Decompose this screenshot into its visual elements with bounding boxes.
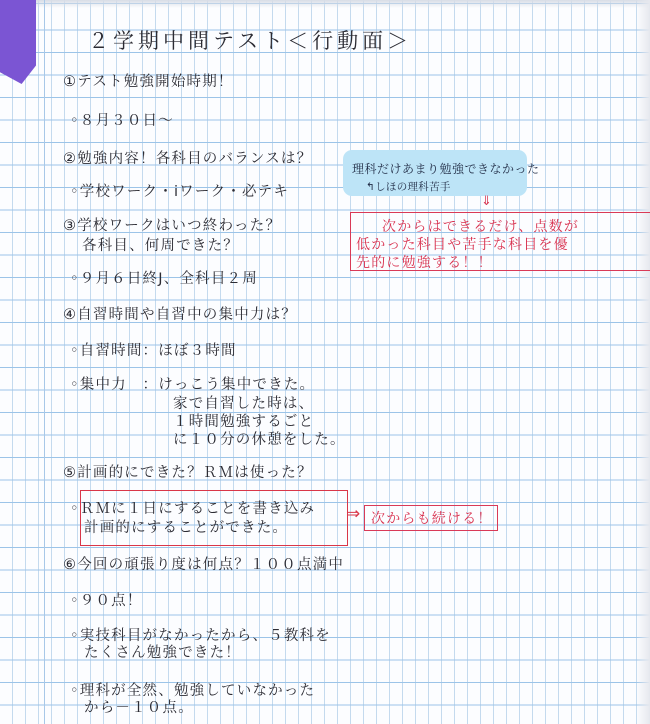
page-right-shadow bbox=[636, 0, 650, 724]
answer-6-reason2-line1: ◦理科が全然、勉強していなかった bbox=[70, 683, 316, 699]
answer-6-score: ◦９０点！ bbox=[70, 593, 143, 609]
answer-6-reason1-line2: たくさん勉強できた！ bbox=[84, 645, 241, 661]
down-arrow-icon: ⇓ bbox=[481, 194, 492, 209]
continue-note-box bbox=[364, 505, 498, 531]
question-5: ⑤計画的にできた？ＲＭは使った？ bbox=[63, 465, 313, 481]
question-3-line1: ③学校ワークはいつ終わった？ bbox=[63, 218, 282, 234]
answer-4-focus-line1: ◦集中力 ：けっこう集中できた。 bbox=[70, 377, 316, 393]
margin-line bbox=[44, 0, 45, 724]
answer-4-focus-line2: 家で自習した時は、 bbox=[173, 396, 315, 412]
question-2: ②勉強内容！各科目のバランスは？ bbox=[63, 151, 313, 167]
bookmark-ribbon bbox=[0, 0, 36, 84]
answer-3: ◦９月６日終J、全科目２周 bbox=[70, 271, 258, 287]
answer-6-reason2-line2: から－１０点。 bbox=[84, 700, 194, 716]
answer-6-reason1-line1: ◦実技科目がなかったから、５教科を bbox=[70, 628, 331, 644]
answer-2: ◦学校ワーク・iワーク・必テキ bbox=[70, 184, 290, 200]
answer-4-focus-line3: １時間勉強するごと bbox=[173, 414, 315, 430]
science-callout-text: 理科だけあまり勉強できなかった bbox=[352, 162, 540, 176]
next-time-line3: 先的に勉強する！！ bbox=[356, 255, 493, 271]
question-3-line2: 各科目、何周できた？ bbox=[82, 238, 239, 254]
answer-4-study-time: ◦自習時間：ほぼ３時間 bbox=[70, 343, 237, 359]
question-4: ④自習時間や自習中の集中力は？ bbox=[63, 307, 297, 323]
answer-4-focus-line4: に１０分の休憩をした。 bbox=[173, 432, 346, 448]
page-top-shadow bbox=[0, 0, 650, 8]
answer-5-line2: 計画的にすることができた。 bbox=[84, 520, 289, 536]
next-time-line2: 低かった科目や苦手な科目を優 bbox=[356, 237, 569, 253]
continue-note-text: 次からも続ける！ bbox=[371, 511, 493, 527]
science-callout-subtext: ↰しほの理科苦手 bbox=[366, 181, 451, 193]
question-1: ①テスト勉強開始時期！ bbox=[63, 74, 234, 90]
question-6: ⑥今回の頑張り度は何点？１００点満中 bbox=[63, 557, 345, 573]
right-arrow-icon: ⇒ bbox=[346, 504, 361, 524]
answer-1: ◦８月３０日〜 bbox=[70, 113, 174, 129]
highlight-box-rm bbox=[80, 490, 348, 546]
page-title: ２学期中間テスト＜行動面＞ bbox=[88, 29, 413, 53]
next-time-line1: 次からはできるだけ、点数が bbox=[382, 219, 580, 235]
answer-5-line1: ◦ＲＭに１日にすることを書き込み bbox=[70, 501, 316, 517]
